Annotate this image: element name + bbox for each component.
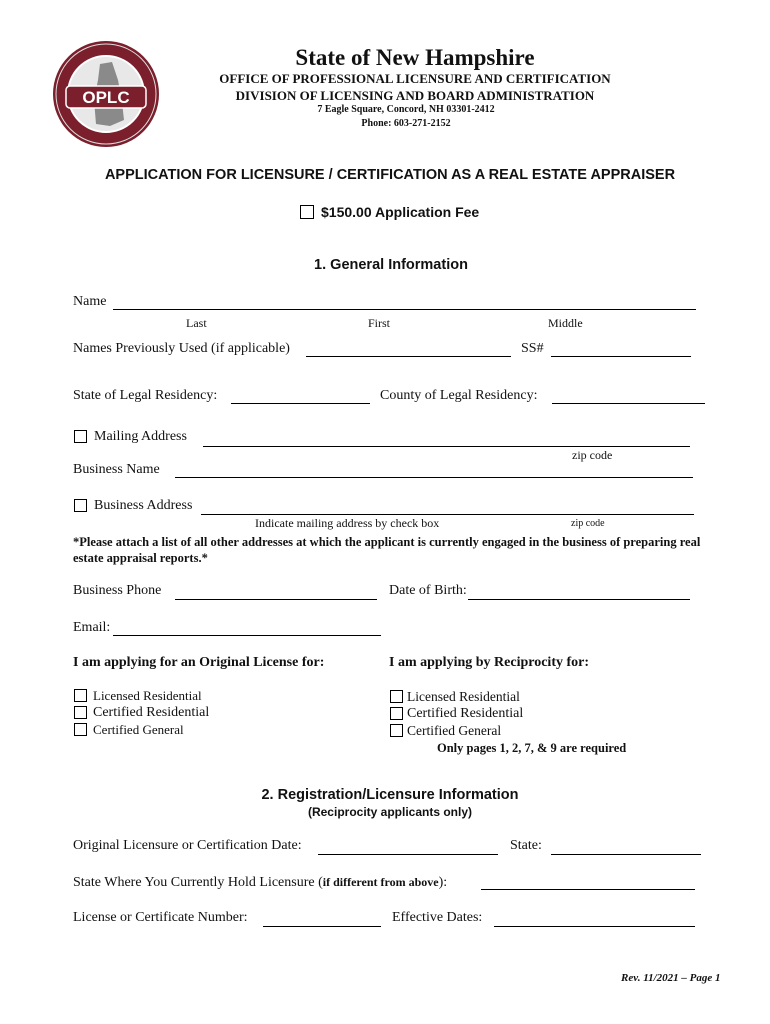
- dob-field[interactable]: [468, 599, 690, 600]
- original-certified-general-checkbox[interactable]: [74, 723, 87, 736]
- state-title: State of New Hampshire: [295, 45, 535, 70]
- effective-dates-field[interactable]: [494, 926, 695, 927]
- section1-heading: 1. General Information: [314, 257, 468, 273]
- license-number-label: License or Certificate Number:: [73, 910, 248, 925]
- email-field[interactable]: [113, 635, 381, 636]
- attach-note: *Please attach a list of all other addresses at which the applicant is currently engaged in the business of preparing real estate appraisal reports.*: [73, 535, 701, 565]
- county-residency-label: County of Legal Residency:: [380, 388, 538, 403]
- reciprocity-heading: I am applying by Reciprocity for:: [389, 655, 590, 670]
- reciprocity-certified-residential-label: Certified Residential: [407, 706, 524, 721]
- section2-subheading: (Reciprocity applicants only): [307, 805, 473, 819]
- original-certified-general-label: Certified General: [93, 722, 184, 737]
- business-address-label: Business Address: [94, 498, 193, 513]
- mailing-address-checkbox[interactable]: [74, 430, 87, 443]
- prev-names-field[interactable]: [306, 356, 511, 357]
- mailing-address-field[interactable]: [203, 446, 690, 447]
- fee-label: $150.00 Application Fee: [321, 204, 480, 220]
- original-licensed-residential-label: Licensed Residential: [93, 688, 202, 703]
- name-first-caption: First: [368, 316, 391, 330]
- orig-state-field[interactable]: [551, 854, 701, 855]
- office-address: 7 Eagle Square, Concord, NH 03301-2412: [317, 104, 495, 115]
- ssn-label: SS#: [521, 341, 544, 356]
- state-where-field[interactable]: [481, 889, 695, 890]
- reciprocity-certified-residential-checkbox[interactable]: [390, 707, 403, 720]
- orig-state-label: State:: [510, 838, 542, 853]
- original-certified-residential-label: Certified Residential: [93, 705, 210, 720]
- state-residency-field[interactable]: [231, 403, 370, 404]
- business-phone-field[interactable]: [175, 599, 377, 600]
- business-name-label: Business Name: [73, 462, 160, 477]
- zip-code-caption-2: zip code: [571, 518, 605, 529]
- name-middle-caption: Middle: [548, 316, 583, 330]
- business-name-field[interactable]: [175, 477, 693, 478]
- county-residency-field[interactable]: [552, 403, 705, 404]
- prev-names-label: Names Previously Used (if applicable): [73, 341, 290, 356]
- indicate-mailing-note: Indicate mailing address by check box: [255, 516, 440, 530]
- pages-required-note: Only pages 1, 2, 7, & 9 are required: [437, 741, 627, 755]
- business-phone-label: Business Phone: [73, 583, 162, 598]
- ssn-field[interactable]: [551, 356, 691, 357]
- name-last-caption: Last: [186, 316, 207, 330]
- mailing-address-label: Mailing Address: [94, 429, 187, 444]
- name-label: Name: [73, 294, 107, 309]
- reciprocity-licensed-residential-label: Licensed Residential: [407, 689, 520, 704]
- section2-heading: 2. Registration/Licensure Information: [261, 787, 519, 803]
- division-name: DIVISION OF LICENSING AND BOARD ADMINISTRATION: [235, 88, 595, 103]
- zip-code-caption-1: zip code: [572, 448, 613, 462]
- orig-licensure-date-label: Original Licensure or Certification Date:: [73, 838, 302, 853]
- original-license-heading: I am applying for an Original License for:: [73, 655, 325, 670]
- email-label: Email:: [73, 620, 111, 635]
- logo-text: OPLC: [82, 88, 130, 107]
- business-address-field[interactable]: [201, 514, 694, 515]
- original-licensed-residential-checkbox[interactable]: [74, 689, 87, 702]
- reciprocity-licensed-residential-checkbox[interactable]: [390, 690, 403, 703]
- dob-label: Date of Birth:: [389, 583, 467, 598]
- reciprocity-certified-general-checkbox[interactable]: [390, 724, 403, 737]
- state-residency-label: State of Legal Residency:: [73, 388, 218, 403]
- page-footer: Rev. 11/2021 – Page 1: [621, 972, 721, 984]
- office-name: OFFICE OF PROFESSIONAL LICENSURE AND CERTIFICATION: [219, 71, 611, 86]
- license-number-field[interactable]: [263, 926, 381, 927]
- reciprocity-certified-general-label: Certified General: [407, 723, 502, 738]
- state-where-label: State Where You Currently Hold Licensure (if different from above):: [73, 875, 448, 890]
- office-phone: Phone: 603-271-2152: [361, 118, 451, 129]
- fee-checkbox[interactable]: [300, 205, 314, 219]
- form-title: APPLICATION FOR LICENSURE / CERTIFICATION AS A REAL ESTATE APPRAISER: [104, 167, 676, 183]
- effective-dates-label: Effective Dates:: [392, 910, 483, 925]
- business-address-checkbox[interactable]: [74, 499, 87, 512]
- name-field[interactable]: [113, 309, 696, 310]
- original-certified-residential-checkbox[interactable]: [74, 706, 87, 719]
- orig-licensure-date-field[interactable]: [318, 854, 498, 855]
